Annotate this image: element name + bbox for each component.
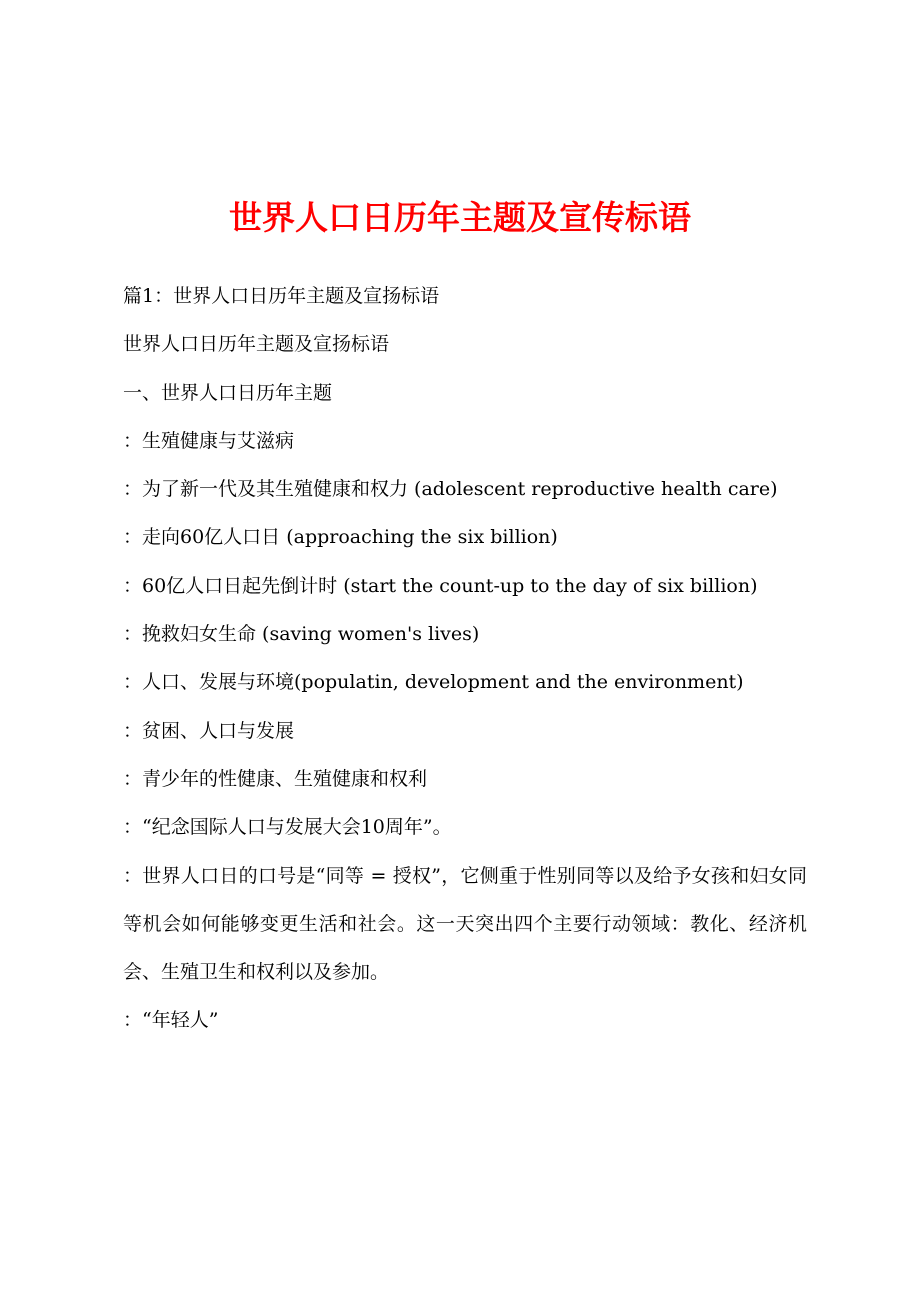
paragraph-heading-themes: 一、世界人口日历年主题 xyxy=(123,381,333,404)
paragraph-theme-item: ：世界人口日的口号是“同等 = 授权”，它侧重于性别同等以及给予女孩和妇女同等机会如何能够变更生活和社会。这一天突出四个主要行动领域：教化、经济机会、生殖卫生和权利以及参加。 xyxy=(123,864,807,984)
paragraph-theme-item: ：人口、发展与环境(populatin, development and the environment) xyxy=(123,671,744,694)
paragraph-subtitle: 世界人口日历年主题及宣扬标语 xyxy=(123,333,390,356)
paragraph-theme-item: ：挽救妇女生命 (saving women's lives) xyxy=(123,623,480,646)
paragraph-theme-item: ：为了新一代及其生殖健康和权力 (adolescent reproductive health care) xyxy=(123,478,778,501)
paragraph-theme-item: ：生殖健康与艾滋病 xyxy=(123,429,295,452)
document-body xyxy=(123,272,807,1045)
paragraph-theme-item: ：走向60亿人口日 (approaching the six billion) xyxy=(123,526,558,549)
paragraph-theme-item: ：贫困、人口与发展 xyxy=(123,719,295,742)
paragraph-theme-item: ：“纪念国际人口与发展大会10周年”。 xyxy=(123,816,452,839)
paragraph-theme-item: ：青少年的性健康、生殖健康和权利 xyxy=(123,767,428,790)
paragraph-theme-item: ：“年轻人” xyxy=(123,1009,219,1032)
paragraph-section-heading: 篇1：世界人口日历年主题及宣扬标语 xyxy=(123,285,440,307)
paragraph-theme-item: ：60亿人口日起先倒计时 (start the count-up to the day of six billion) xyxy=(123,574,758,597)
document-title: 世界人口日历年主题及宣传标语 xyxy=(229,198,691,237)
